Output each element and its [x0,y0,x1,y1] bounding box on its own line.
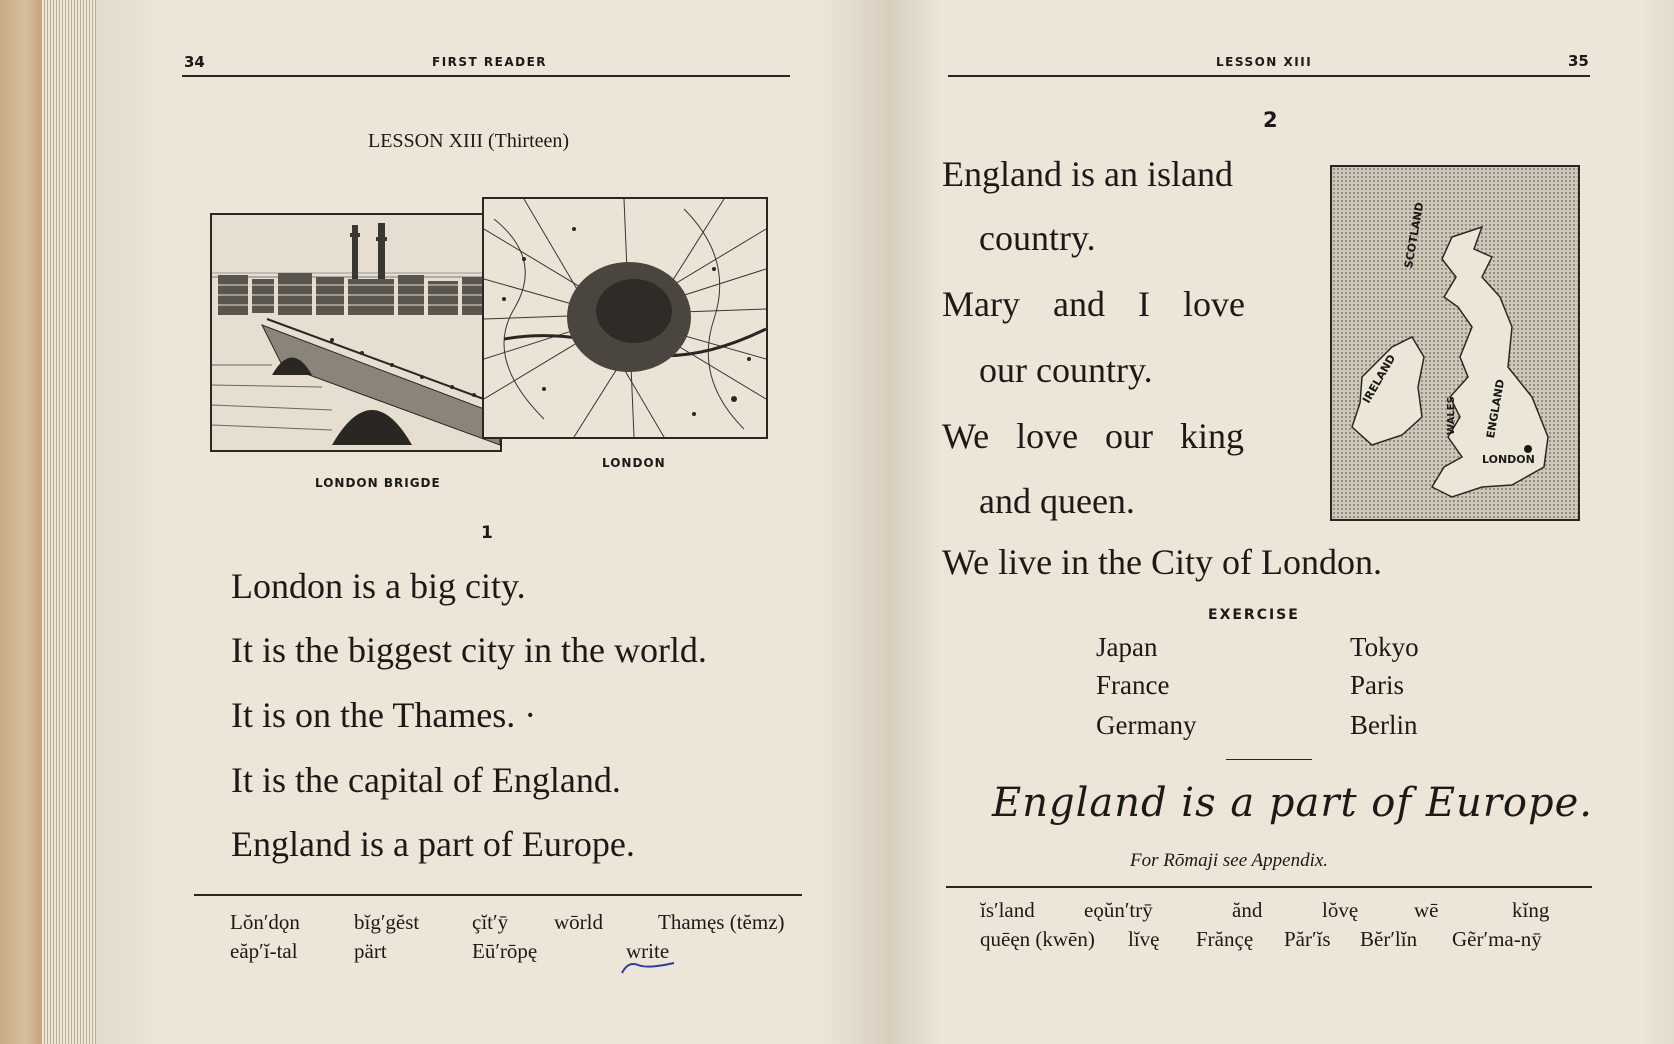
vocab-word: Bĕr′lĭn [1360,927,1418,951]
left-header-rule [182,75,790,77]
page-stack-edge [42,0,96,1044]
vocab-word: bĭg′gĕst [354,910,420,934]
left-line-1: London is a big city. [231,566,526,606]
left-line-4: It is the capital of England. [231,760,621,800]
map-label-ireland: IRELAND [1360,352,1399,406]
vocab-word: çĭt′ȳ [472,910,509,934]
left-page-number: 34 [184,53,205,71]
right-line-2: country. [979,218,1096,258]
left-vocab-rule [194,894,802,896]
vocab-word-write: write [626,939,670,963]
right-line-3: Mary and I love [942,284,1245,324]
right-vocab-rule [946,886,1592,888]
left-line-5: England is a part of Europe. [231,824,635,864]
map-label-wales: WALES [1446,396,1457,435]
vocab-word: lĭvę [1128,927,1160,951]
vocab-word: eǫŭn′trȳ [1084,898,1153,922]
vocab-word: quēęn (kwēn) [980,927,1095,951]
exercise-title: EXERCISE [1208,607,1300,623]
vocab-word: Gẽr′ma-nȳ [1452,927,1542,951]
right-page [886,0,1674,1044]
vocab-word: wōrld [554,910,603,934]
vocab-word: pärt [354,939,387,963]
left-line-2: It is the biggest city in the world. [231,630,707,670]
exercise-country: Germany [1096,710,1197,740]
map-label-london: LONDON [1482,453,1535,466]
vocab-word: ănd [1232,898,1263,922]
exercise-city: Berlin [1350,710,1418,740]
exercise-country: Japan [1096,632,1158,662]
right-line-7: We live in the City of London. [942,542,1383,582]
right-line-5: We love our king [942,416,1245,456]
right-header-rule [948,75,1590,77]
right-line-1: England is an island [942,154,1233,194]
lesson-title: LESSON XIII (Thirteen) [368,130,570,152]
ink-annotation [618,955,678,975]
left-line-3: It is on the Thames. · [231,695,537,735]
map-caption: LONDON [602,456,666,470]
romaji-note: For Rōmaji see Appendix. [1130,850,1329,871]
right-line-4: our country. [979,350,1153,390]
map-label-scotland: SCOTLAND [1402,201,1427,270]
script-sentence: England is a part of Europe. [992,780,1594,826]
vocab-word: Thamęs (tĕmz) [658,910,785,934]
left-page [96,0,886,1044]
exercise-divider [1226,759,1312,760]
exercise-city: Paris [1350,670,1404,700]
bridge-caption: LONDON BRIGDE [315,476,441,490]
section-number-2: 2 [1263,108,1278,132]
right-running-head: LESSON XIII [1216,55,1313,69]
vocab-word: Lŏn′dǫn [230,910,300,934]
london-bridge-illustration [210,213,502,452]
vocab-word: kĭng [1512,898,1550,922]
section-number-1: 1 [481,523,493,543]
right-page-number: 35 [1568,52,1589,70]
exercise-city: Tokyo [1350,632,1419,662]
vocab-word: Eū′rōpę [472,939,538,963]
london-map-illustration [482,197,768,439]
exercise-country: France [1096,670,1170,700]
map-label-england: ENGLAND [1484,378,1508,440]
vocab-word: Păr′ĭs [1284,927,1331,951]
vocab-word: eăp′ĭ-tal [230,939,298,963]
vocab-word: wē [1414,898,1439,922]
right-line-6: and queen. [979,481,1135,521]
vocab-word: lŏvę [1322,898,1359,922]
vocab-word: ĭs′land [980,898,1035,922]
book-cover-edge [0,0,42,1044]
british-isles-map [1330,165,1580,521]
vocab-word: Frănçę [1196,927,1254,951]
left-running-head: FIRST READER [432,55,548,69]
